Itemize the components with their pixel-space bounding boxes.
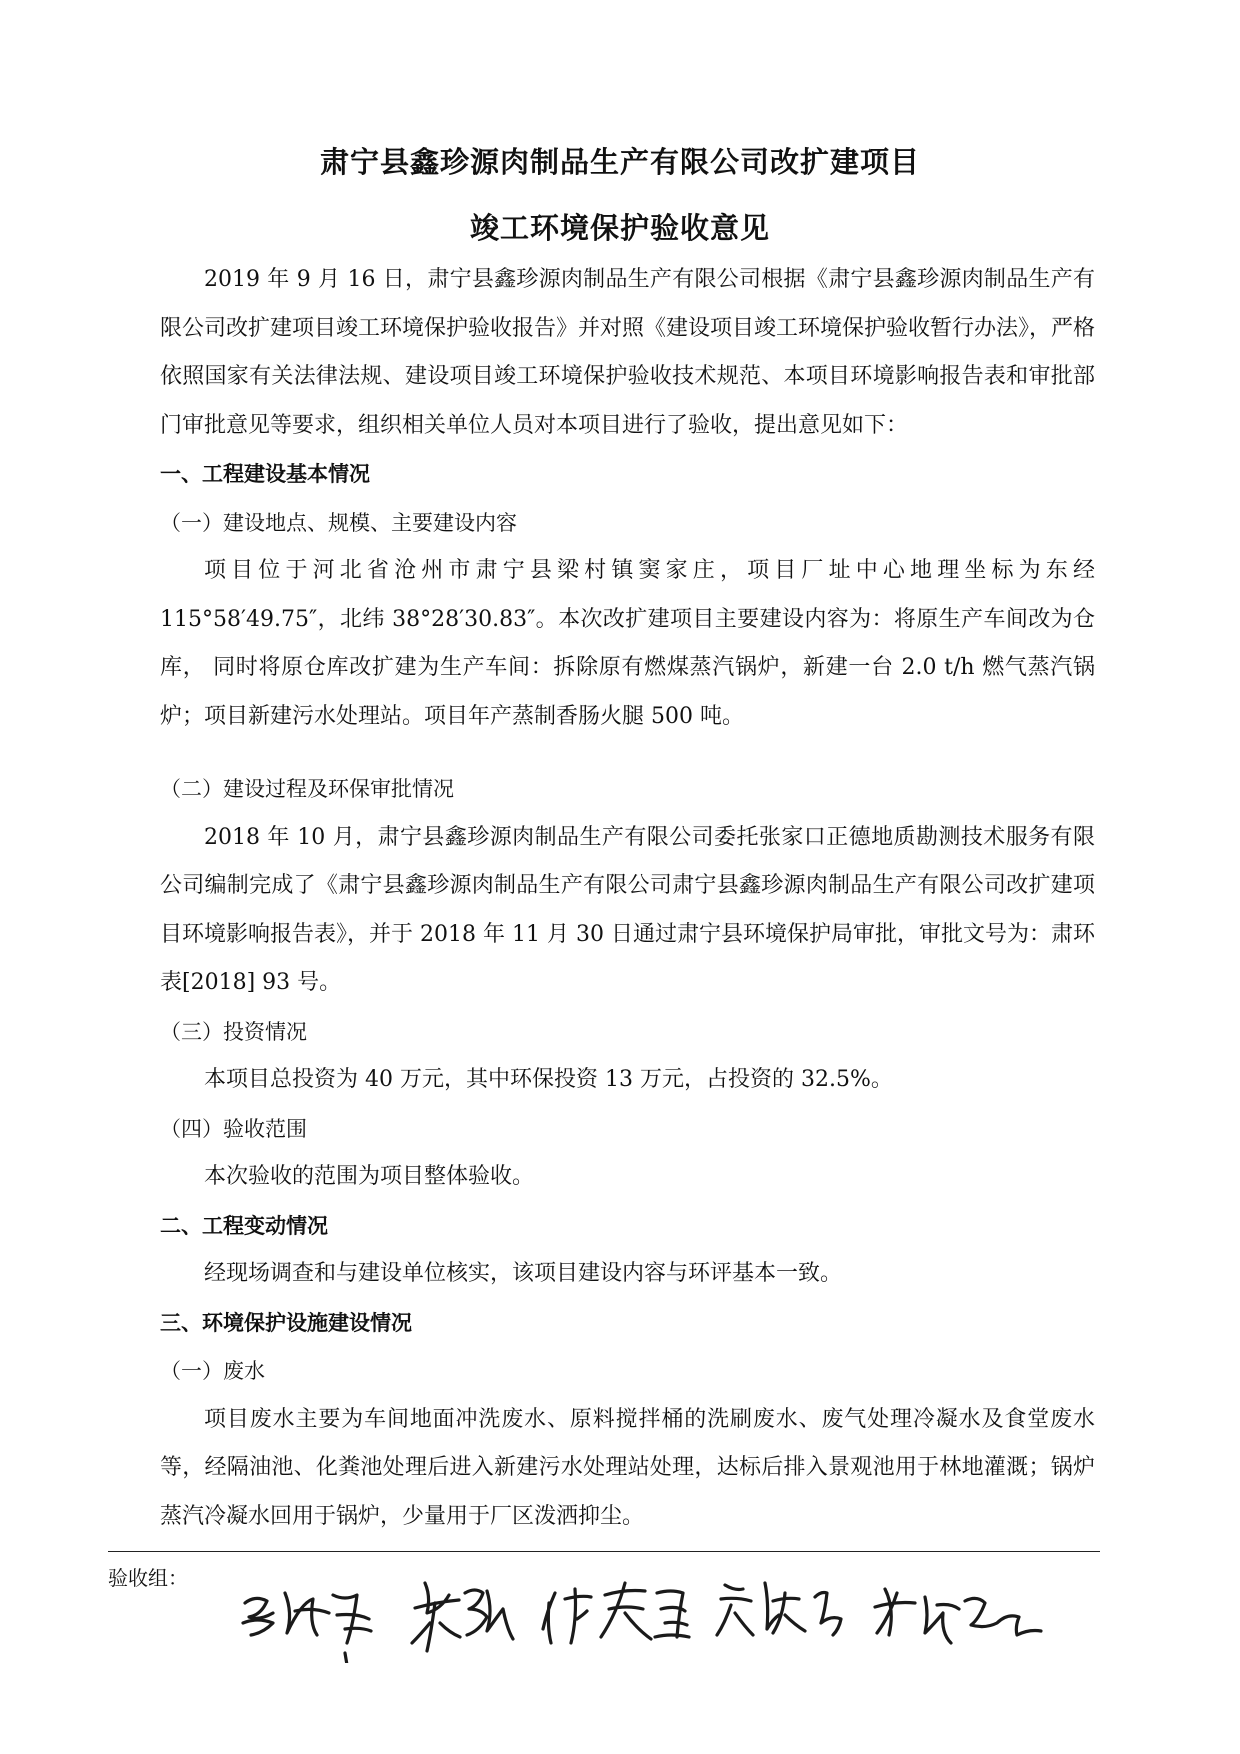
- section1-sub1-text: 项目位于河北省沧州市肃宁县梁村镇窦家庄，项目厂址中心地理坐标为东经 115°58′49.75″，北纬 38°28′30.83″。本次改扩建项目主要建设内容为：将原生产车间改为仓库， 同时将原仓库改扩建为生产车间：拆除原有燃煤蒸汽锅炉，新建一台 2.0 t/h 燃气蒸汽锅炉；项目新建污水处理站。项目年产蒸制香肠火腿 500 吨。: [160, 558, 1095, 729]
- section3-heading: 三、环境保护设施建设情况: [160, 1310, 412, 1335]
- section1-sub3-heading: （三）投资情况: [160, 1019, 307, 1044]
- document-title-line1: 肃宁县鑫珍源肉制品生产有限公司改扩建项目: [319, 145, 920, 179]
- intro-paragraph: 2019 年 9 月 16 日，肃宁县鑫珍源肉制品生产有限公司根据《肃宁县鑫珍源肉制品生产有限公司改扩建项目竣工环境保护验收报告》并对照《建设项目竣工环境保护验收暂行办法》，严格依照国家有关法律法规、建设项目竣工环境保护验收技术规范、本项目环境影响报告表和审批部门审批意见等要求，组织相关单位人员对本项目进行了验收，提出意见如下：: [160, 267, 1096, 438]
- section1-heading: 一、工程建设基本情况: [160, 462, 370, 486]
- section1-sub4-heading: （四）验收范围: [160, 1116, 307, 1141]
- section2-text: 经现场调查和与建设单位核实，该项目建设内容与环评基本一致。: [204, 1261, 843, 1286]
- signature-3: [543, 1583, 689, 1643]
- acceptance-group-label: 验收组：: [108, 1566, 188, 1590]
- section1-sub2-text: 2018 年 10 月，肃宁县鑫珍源肉制品生产有限公司委托张家口正德地质勘测技术服务有限公司编制完成了《肃宁县鑫珍源肉制品生产有限公司肃宁县鑫珍源肉制品生产有限公司改扩建项目环境影响报告表》，并于 2018 年 11 月 30 日通过肃宁县环境保护局审批，审批文号为：肃环表[2018] 93 号。: [160, 824, 1095, 995]
- document-title-line2: 竣工环境保护验收意见: [469, 211, 770, 245]
- section3-sub1-text: 项目废水主要为车间地面冲洗废水、原料搅拌桶的洗刷废水、废气处理冷凝水及食堂废水等，经隔油池、化粪池处理后进入新建污水处理站处理，达标后排入景观池用于林地灌溉；锅炉蒸汽冷凝水回用于锅炉，少量用于厂区泼洒抑尘。: [160, 1406, 1095, 1529]
- section3-sub1-heading: （一）废水: [160, 1359, 265, 1383]
- handwritten-signatures: [225, 1553, 1105, 1663]
- signature-1: [243, 1593, 371, 1663]
- signature-5: [875, 1589, 1041, 1643]
- section1-sub4-text: 本次验收的范围为项目整体验收。: [204, 1164, 535, 1189]
- section1-sub1-heading: （一）建设地点、规模、主要建设内容: [160, 510, 517, 535]
- section2-heading: 二、工程变动情况: [160, 1213, 328, 1238]
- document-body: [160, 256, 1095, 1541]
- section1-sub3-text: 本项目总投资为 40 万元，其中环保投资 13 万元，占投资的 32.5%。: [204, 1067, 893, 1092]
- footer-divider: [108, 1551, 1100, 1552]
- signature-2: [412, 1583, 513, 1651]
- signature-4: [717, 1583, 841, 1635]
- section1-sub2-heading: （二）建设过程及环保审批情况: [160, 777, 454, 801]
